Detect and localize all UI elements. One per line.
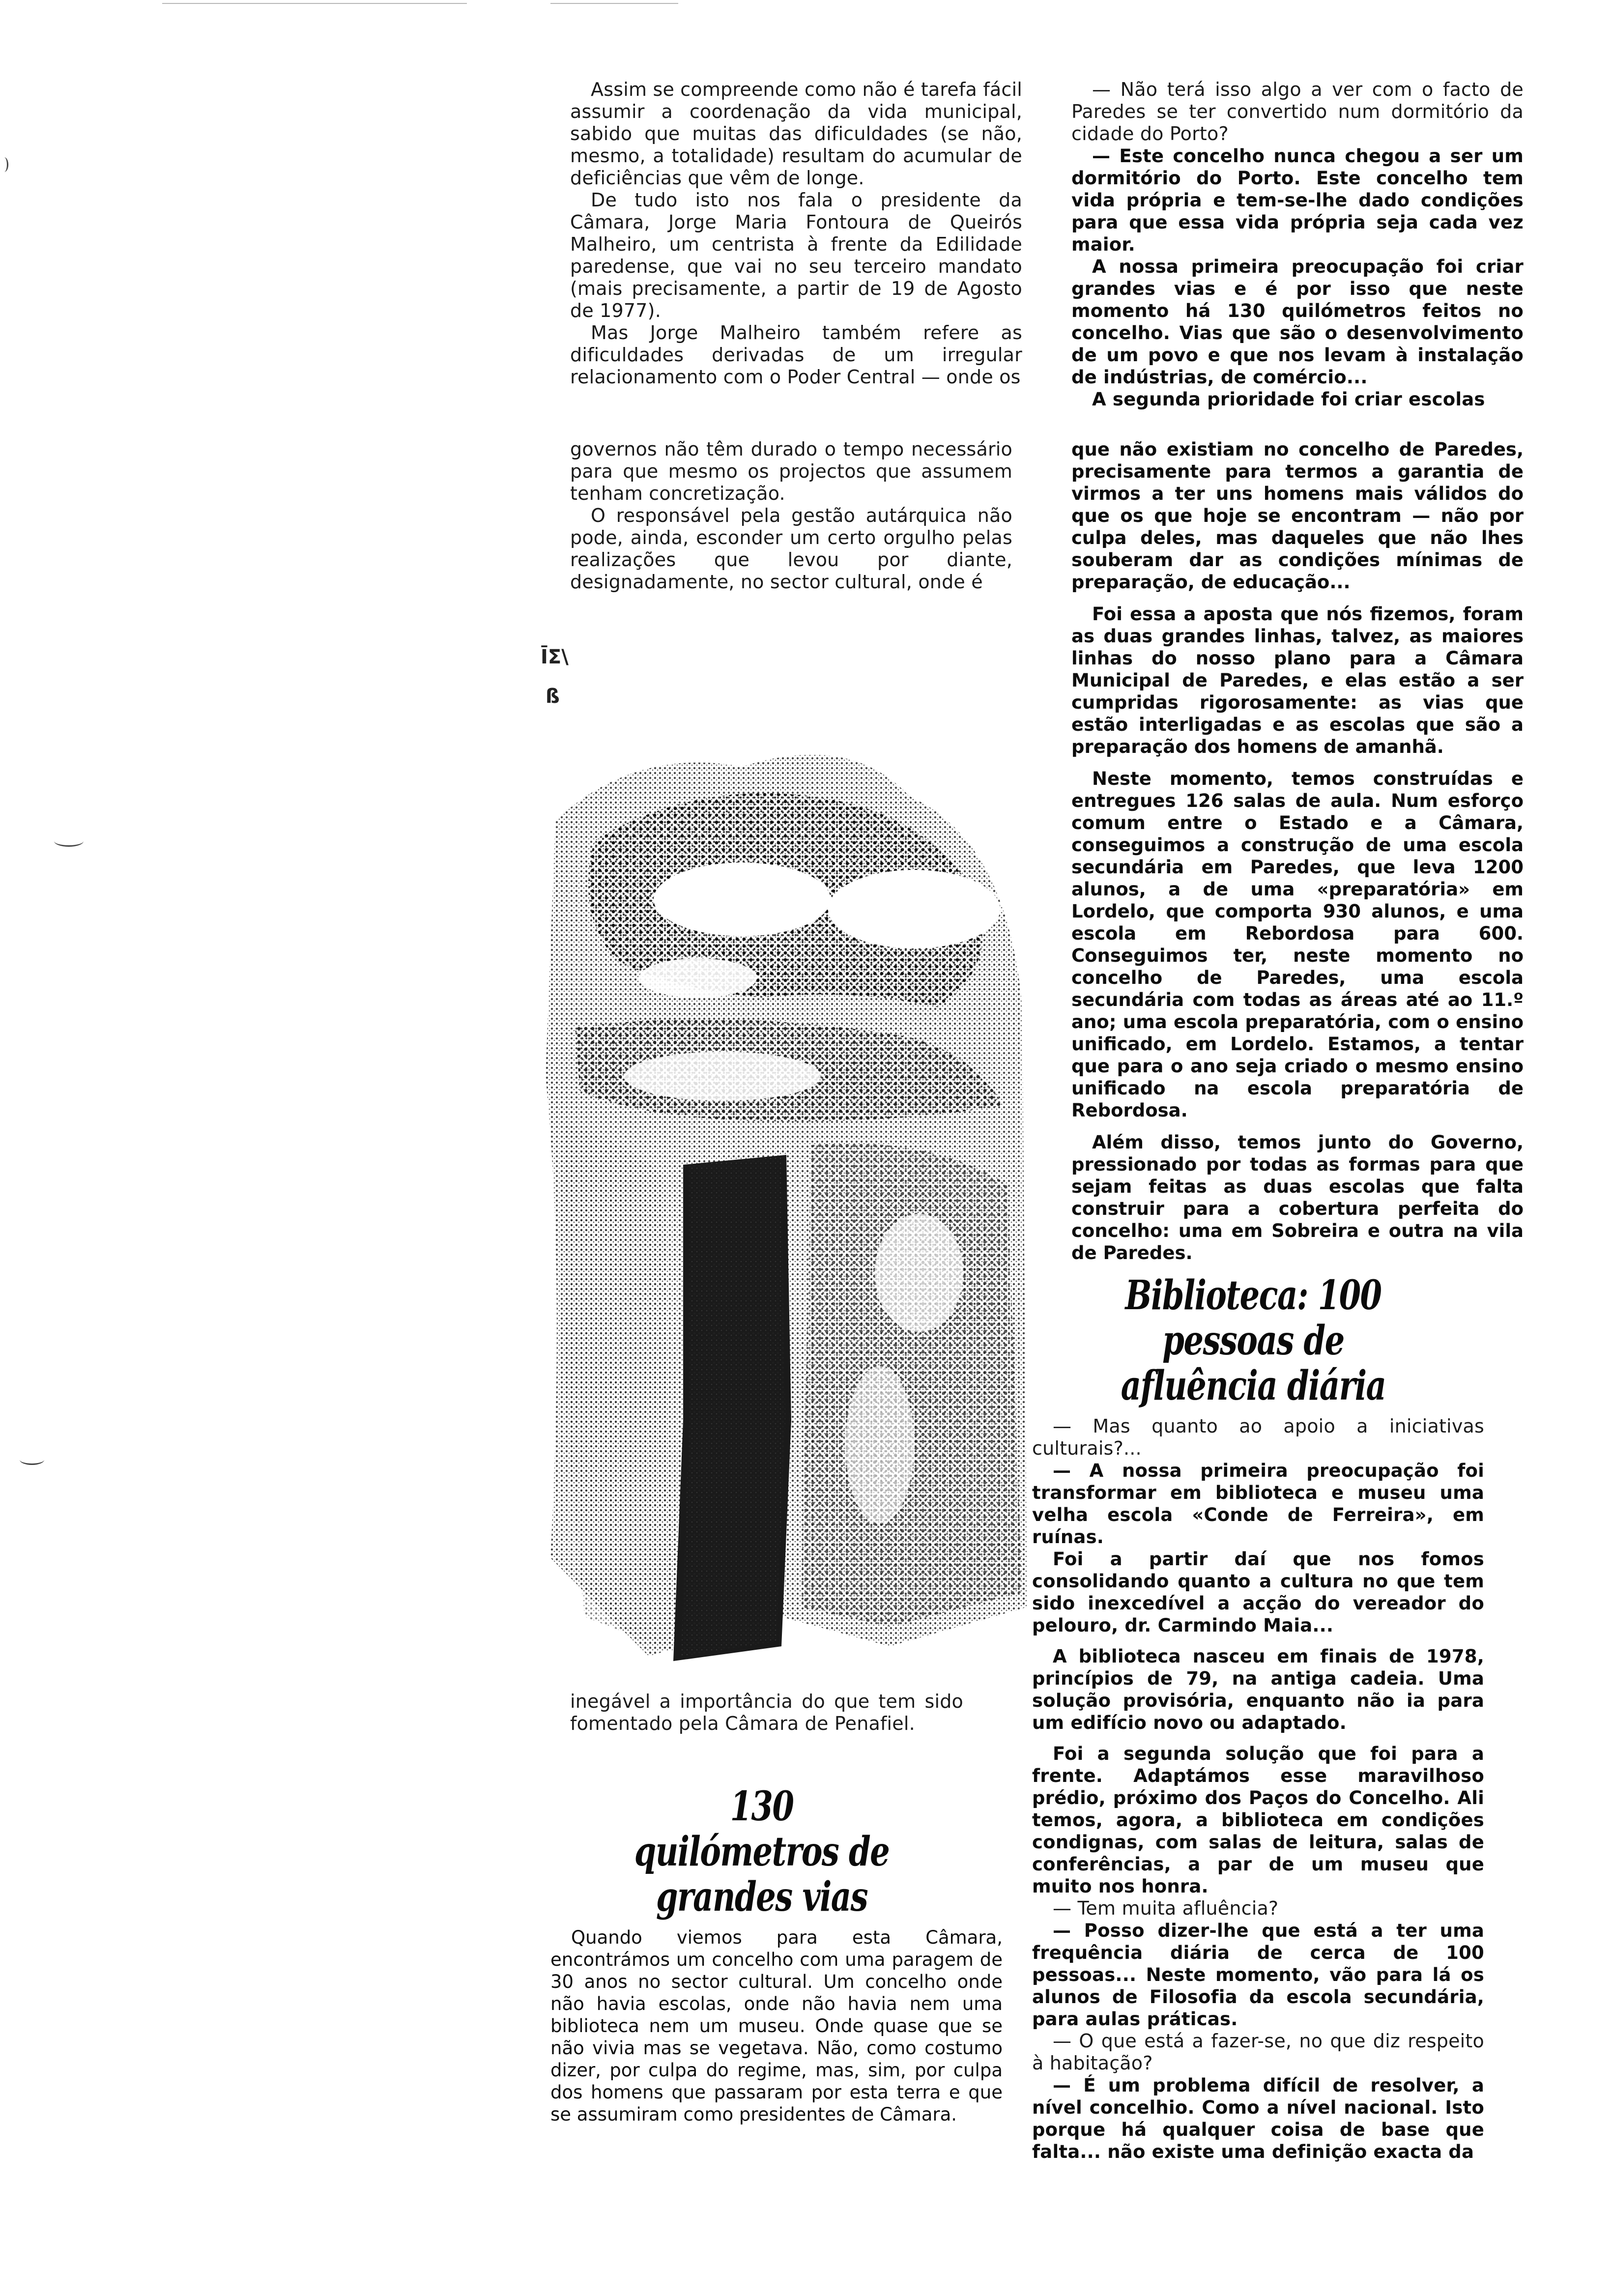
paragraph: Foi a partir daí que nos fomos consolidando quanto a cultura no que tem sido inexcedível a acção do vereador do pelouro, dr. Carmindo Maia...	[1032, 1549, 1484, 1636]
svg-text:ß: ß	[546, 685, 560, 708]
sculpture-photo	[536, 634, 1027, 1666]
paragraph: Mas Jorge Malheiro também refere as dificuldades derivadas de um irregular relacionamento com o Poder Central — onde os	[570, 322, 1022, 388]
svg-text:ĪΣ\: ĪΣ\	[541, 646, 569, 668]
paragraph: — Este concelho nunca chegou a ser um dormitório do Porto. Este concelho tem vida própria e tem-se-lhe dado condições para que essa vida própria seja cada vez maior.	[1071, 145, 1524, 255]
column-1-top	[570, 79, 1022, 388]
paragraph: Foi a segunda solução que foi para a frente. Adaptámos esse maravilhoso prédio, próximo dos Paços do Concelho. Ali temos, agora, a biblioteca em condições condignas, com salas de leitura, salas de conferências, a par de um museu que muito nos honra.	[1032, 1743, 1484, 1897]
scan-mark	[0, 157, 8, 172]
top-rule-left	[162, 3, 467, 4]
scan-mark	[20, 1455, 44, 1465]
paragraph: Foi essa a aposta que nós fizemos, foram as duas grandes linhas, talvez, as maiores linhas do nosso plano para a Câmara Municipal de Paredes, e elas estão a ser cumpridas rigorosamente: as vias que estão interligadas e as escolas que são a preparação dos homens de amanhã.	[1071, 603, 1524, 757]
paragraph: Além disso, temos junto do Governo, pressionado por todas as formas para que sejam feitas as duas escolas que falta construir para a cobertura perfeita do concelho: uma em Sobreira e outra na vila de Paredes.	[1071, 1132, 1524, 1263]
column-1-middle	[570, 438, 1012, 593]
paragraph: — Posso dizer-lhe que está a ter uma frequência diária de cerca de 100 pessoas... Neste momento, vão para lá os alunos de Filosofia da escola secundária, para aulas práticas.	[1032, 1920, 1484, 2030]
paragraph: — Tem muita afluência?	[1053, 1897, 1279, 1919]
column-2-top	[1071, 79, 1524, 410]
heading-library: Biblioteca: 100 pessoas de afluência diária	[1121, 1272, 1386, 1409]
paragraph: — É um problema difícil de resolver, a nível concelhio. Como a nível nacional. Isto porque há qualquer coisa de base que falta... não existe uma definição exacta da	[1032, 2075, 1484, 2162]
column-1-bottom	[550, 1926, 1003, 2125]
heading-roads: 130 quilómetros de grandes vias	[634, 1783, 890, 1921]
paragraph: inegável a importância do que tem sido fomentado pela Câmara de Penafiel.	[570, 1691, 963, 1734]
paragraph: — Não terá isso algo a ver com o facto de Paredes se ter convertido num dormitório da cidade do Porto?	[1071, 79, 1524, 144]
paragraph: A biblioteca nasceu em finais de 1978, princípios de 79, na antiga cadeia. Uma solução provisória, enquanto não ia para um edifício novo ou adaptado.	[1032, 1646, 1484, 1733]
paragraph: — Mas quanto ao apoio a iniciativas culturais?...	[1032, 1415, 1484, 1459]
scan-mark	[54, 835, 84, 847]
paragraph: — A nossa primeira preocupação foi transformar em biblioteca e museu uma velha escola «Conde de Ferreira», em ruínas.	[1032, 1460, 1484, 1548]
paragraph: — O que está a fazer-se, no que diz respeito à habitação?	[1032, 2030, 1484, 2074]
paragraph: O responsável pela gestão autárquica não pode, ainda, esconder um certo orgulho pelas realizações que levou por diante, designadamente, no sector cultural, onde é	[570, 505, 1012, 593]
paragraph: De tudo isto nos fala o presidente da Câmara, Jorge Maria Fontoura de Queirós Malheiro, um centrista à frente da Edilidade paredense, que vai no seu terceiro mandato (mais precisamente, a partir de 19 de Agosto de 1977).	[570, 189, 1022, 321]
paragraph: que não existiam no concelho de Paredes, precisamente para termos a garantia de virmos a ter uns homens mais válidos do que os que hoje se encontram — não por culpa deles, mas daqueles que não lhes souberam dar as condições mínimas de preparação, de educação...	[1071, 439, 1524, 593]
column-2-bottom	[1032, 1415, 1484, 2163]
column-1-caption	[570, 1691, 963, 1735]
top-rule-right	[550, 3, 678, 4]
paragraph: governos não têm durado o tempo necessário para que mesmo os projectos que assumem tenham concretização.	[570, 438, 1012, 504]
paragraph: A nossa primeira preocupação foi criar grandes vias e é por isso que neste momento há 130 quilómetros feitos no concelho. Vias que são o desenvolvimento de um povo e que nos levam à instalação de indústrias, de comércio...	[1071, 256, 1524, 388]
paragraph: Neste momento, temos construídas e entregues 126 salas de aula. Num esforço comum entre o Estado e a Câmara, conseguimos a construção de uma escola secundária em Paredes, que leva 1200 alunos, a de uma «preparatória» em Lordelo, que comporta 930 alunos, e uma escola em Rebordosa para 600. Conseguimos ter, neste momento no concelho de Paredes, uma escola secundária com todas as áreas até ao 11.º ano; uma escola preparatória, com o ensino unificado, em Lordelo. Estamos, a tentar que para o ano seja criado o mesmo ensino unificado na escola preparatória de Rebordosa.	[1071, 768, 1524, 1121]
paragraph: Assim se compreende como não é tarefa fácil assumir a coordenação da vida municipal, sabido que muitas das dificuldades (se não, mesmo, a totalidade) resultam do acumular de deficiências que vêm de longe.	[570, 79, 1022, 189]
paragraph: A segunda prioridade foi criar escolas	[1092, 389, 1485, 410]
paragraph: Quando viemos para esta Câmara, encontrámos um concelho com uma paragem de 30 anos no sector cultural. Um concelho onde não havia escolas, onde não havia nem uma biblioteca nem um museu. Onde quase que se não vivia mas se vegetava. Não, como costumo dizer, por culpa do regime, mas, sim, por culpa dos homens que passaram por esta terra e que se assumiram como presidentes de Câmara.	[550, 1927, 1003, 2125]
column-2-middle	[1071, 438, 1524, 1264]
